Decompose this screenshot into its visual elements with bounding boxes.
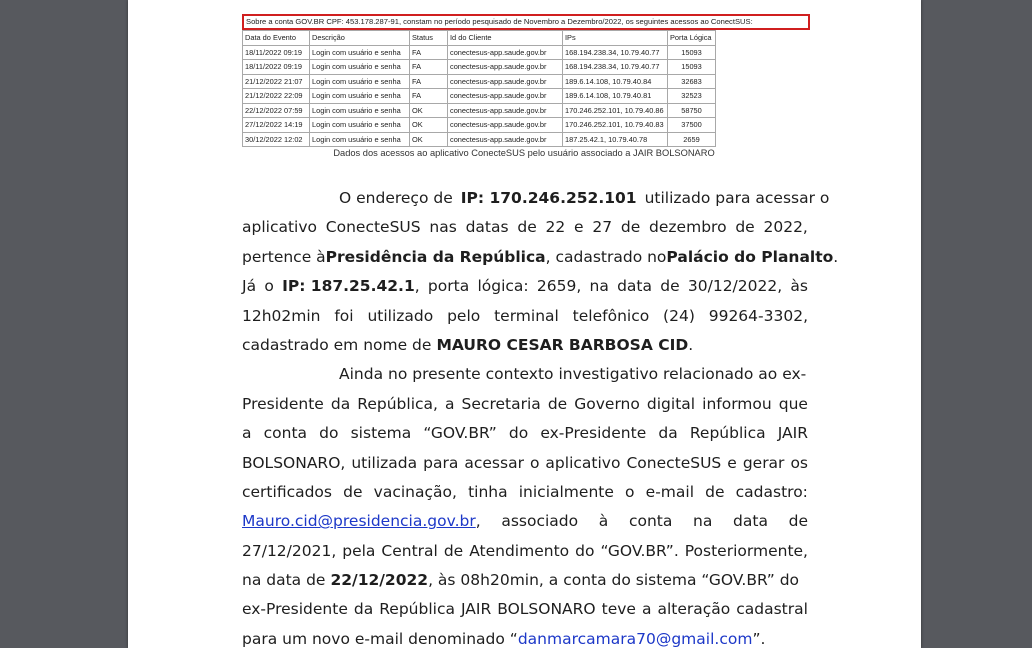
word: cadastro: [735,482,808,501]
table-cell: FA [410,60,448,75]
text: porta [427,277,470,296]
word: associado [501,512,579,531]
table-cell: 187.25.42.1, 10.79.40.78 [563,132,668,147]
para1-line-4 [242,272,808,301]
word: Central [381,541,438,560]
word: que [778,394,808,413]
table-cell: 170.246.252.101, 10.79.40.83 [563,118,668,133]
word: telefônico [572,306,650,325]
table-cell: Login com usuário e senha [310,132,410,147]
table-cell: Login com usuário e senha [310,89,410,104]
column-header: Data do Evento [243,31,310,46]
word: Presidente [242,394,324,413]
word: datas [465,218,509,237]
ip-address-bold: IP: 187.25.42.1 [282,277,415,296]
word: tinha [468,482,508,501]
word: da [353,600,374,619]
para2-line-1 [242,360,808,389]
word: e [727,453,737,472]
word: 12h02min [242,306,321,325]
table-cell: 170.246.252.101, 10.79.40.86 [563,103,668,118]
word: para [423,453,459,472]
table-row [243,74,716,89]
location-bold: Palácio do Planalto [666,247,834,266]
word: foi [334,306,354,325]
table-row [243,103,716,118]
word: 22 [545,218,566,237]
para1-line-1 [242,184,830,213]
column-header: Porta Lógica [668,31,716,46]
word: de [620,218,641,237]
table-cell: 168.194.238.34, 10.79.40.77 [563,60,668,75]
table-caption: Dados dos acessos ao aplicativo ConecteSUS pelo usuário associado a JAIR BOLSONARO [333,148,715,158]
word: acessar [464,453,524,472]
table-row [243,45,716,60]
table-cell: 21/12/2022 22:09 [243,89,310,104]
table-cell: FA [410,45,448,60]
table-summary-highlight: Sobre a conta GOV.BR CPF: 453.178.287-91, constam no período pesquisado de Novembro a Dezembro/2022, os seguintes acessos ao ConectSUS: [242,14,810,30]
table-cell: Login com usuário e senha [310,60,410,75]
table-cell: 27/12/2022 14:19 [243,118,310,133]
text: Já [242,277,257,296]
text: Ainda no presente contexto investigativo relacionado ao ex- [339,365,807,384]
para2-line-4 [242,449,808,478]
table-row [243,89,716,104]
word: da [330,394,351,413]
word: a [242,424,252,443]
word: pela [342,541,376,560]
email-link-danmarcamara[interactable]: danmarcamara70@gmail.com [517,629,753,648]
column-header: IPs [563,31,668,46]
table-cell: FA [410,89,448,104]
word: dezembro [649,218,727,237]
word: utilizada [351,453,418,472]
word: de [443,541,464,560]
word: BOLSONARO [497,600,596,619]
table-cell: conectesus-app.saude.gov.br [448,74,563,89]
para2-line-7 [242,537,808,566]
word: ex-Presidente [540,424,647,443]
word: “GOV.BR” [423,424,497,443]
date-bold: 22/12/2022 [330,571,429,590]
para2-line-9 [242,595,808,624]
text: , às 08h20min, a conta do sistema “GOV.BR” do [428,571,800,590]
table-cell: 58750 [668,103,716,118]
table-cell: OK [410,132,448,147]
para1-line-3 [242,243,839,272]
para2-line-3 [242,419,808,448]
word: terminal [494,306,559,325]
text: de [660,277,680,296]
text: data [617,277,653,296]
word: conta [263,424,308,443]
table-cell: 22/12/2022 07:59 [243,103,310,118]
word: 27/12/2021, [242,541,337,560]
text: , cadastrado no [545,247,667,266]
table-cell: 32683 [668,74,716,89]
word: os [790,453,808,472]
table-cell: 15093 [668,60,716,75]
word: República [689,424,766,443]
word: aplicativo [545,453,621,472]
table-row [243,132,716,147]
word: conta [628,512,673,531]
text: na data de [242,571,326,590]
text: pertence à [242,247,326,266]
text: . [833,247,839,266]
table-cell: 15093 [668,45,716,60]
table-cell: Login com usuário e senha [310,74,410,89]
email-link-mauro[interactable]: Mauro.cid@presidencia.gov.br [242,512,476,531]
table-cell: Login com usuário e senha [310,45,410,60]
word: “GOV.BR”. [600,541,679,560]
text: . [688,335,694,354]
text: o [264,277,274,296]
word: 2022, [763,218,808,237]
table-row [243,118,716,133]
text: lógica: [477,277,529,296]
table-cell: 18/11/2022 09:19 [243,60,310,75]
access-log-table [242,30,716,147]
text: 30/12/2022, [687,277,783,296]
word: digital [646,394,696,413]
text: para um novo e-mail denominado “ [242,629,518,648]
text: utilizado para acessar o [644,189,830,207]
word: do [508,424,529,443]
word: a [641,600,652,619]
para2-line-8 [242,566,808,595]
table-cell: 30/12/2022 12:02 [243,132,310,147]
word: ex-Presidente [242,600,348,619]
word: ConecteSUS [626,453,722,472]
word: Secretaria [461,394,541,413]
table-cell: conectesus-app.saude.gov.br [448,132,563,147]
body-text [242,184,839,648]
table-cell: 2659 [668,132,716,147]
word: JAIR [777,424,808,443]
word: de [705,482,725,501]
word: 99264-3302, [708,306,808,325]
word: inicialmente [518,482,614,501]
word: a [445,394,455,413]
para2-line-10 [242,625,808,648]
table-cell: conectesus-app.saude.gov.br [448,103,563,118]
word: Governo [574,394,640,413]
word: (24) [663,306,695,325]
para1-line-5 [242,302,808,331]
word: Atendimento [469,541,570,560]
table-cell: conectesus-app.saude.gov.br [448,89,563,104]
word: teve [601,600,636,619]
word: de [517,218,537,237]
text: O endereço de [339,189,453,207]
table-cell: 18/11/2022 09:19 [243,45,310,60]
table-cell: OK [410,118,448,133]
table-cell: OK [410,103,448,118]
word: de [735,218,755,237]
word: pelo [447,306,481,325]
document-page [128,0,921,648]
word: de [547,394,568,413]
table-cell: FA [410,74,448,89]
word: data [733,512,768,531]
word: de [343,482,363,501]
word: JAIR [460,600,492,619]
word: República [379,600,455,619]
column-header: Status [410,31,448,46]
word: cadastral [736,600,808,619]
word: aplicativo [242,218,318,237]
text: , [475,512,481,531]
word: gerar [742,453,785,472]
text: cadastrado em nome de [242,335,432,354]
table-cell: 37500 [668,118,716,133]
table-cell: Login com usuário e senha [310,103,410,118]
word: de [788,512,808,531]
word: sistema [350,424,412,443]
word: nas [429,218,457,237]
text: , [414,277,420,296]
para2-line-5 [242,478,808,507]
column-header: Id do Cliente [448,31,563,46]
ip-address-bold: IP: 170.246.252.101 [460,189,637,207]
word: do [575,541,595,560]
table-cell: 189.6.14.108, 10.79.40.84 [563,74,668,89]
word: alteração [657,600,731,619]
word: BOLSONARO, [242,453,346,472]
para2-line-6 [242,507,808,536]
access-log-table-block [242,14,810,147]
email-group [242,507,481,536]
word: o [625,482,635,501]
word: República, [357,394,438,413]
word: Posteriormente, [684,541,808,560]
text: às [790,277,808,296]
text: na [589,277,609,296]
table-cell: 32523 [668,89,716,104]
person-name-bold: MAURO CESAR BARBOSA CID [436,335,689,354]
word: vacinação, [373,482,457,501]
table-cell: Login com usuário e senha [310,118,410,133]
word: informou [702,394,772,413]
table-row [243,60,716,75]
para1-line-6 [242,331,808,360]
para1-line-2 [242,213,808,242]
institution-bold: Presidência da República [325,247,546,266]
word: e [574,218,584,237]
table-header-row [243,31,716,46]
word: e-mail [645,482,694,501]
table-cell: 168.194.238.34, 10.79.40.77 [563,45,668,60]
table-cell: conectesus-app.saude.gov.br [448,118,563,133]
table-cell: 189.6.14.108, 10.79.40.81 [563,89,668,104]
word: da [658,424,678,443]
word: utilizado [367,306,434,325]
para2-line-2 [242,390,808,419]
table-cell: conectesus-app.saude.gov.br [448,45,563,60]
table-cell: 21/12/2022 21:07 [243,74,310,89]
word: certificados [242,482,332,501]
ip-group [282,272,420,301]
table-cell: conectesus-app.saude.gov.br [448,60,563,75]
text: ”. [752,629,766,648]
word: à [598,512,609,531]
column-header: Descrição [310,31,410,46]
word: do [319,424,339,443]
text: 2659, [536,277,582,296]
word: na [693,512,713,531]
word: 27 [592,218,613,237]
word: ConecteSUS [325,218,421,237]
word: o [529,453,540,472]
